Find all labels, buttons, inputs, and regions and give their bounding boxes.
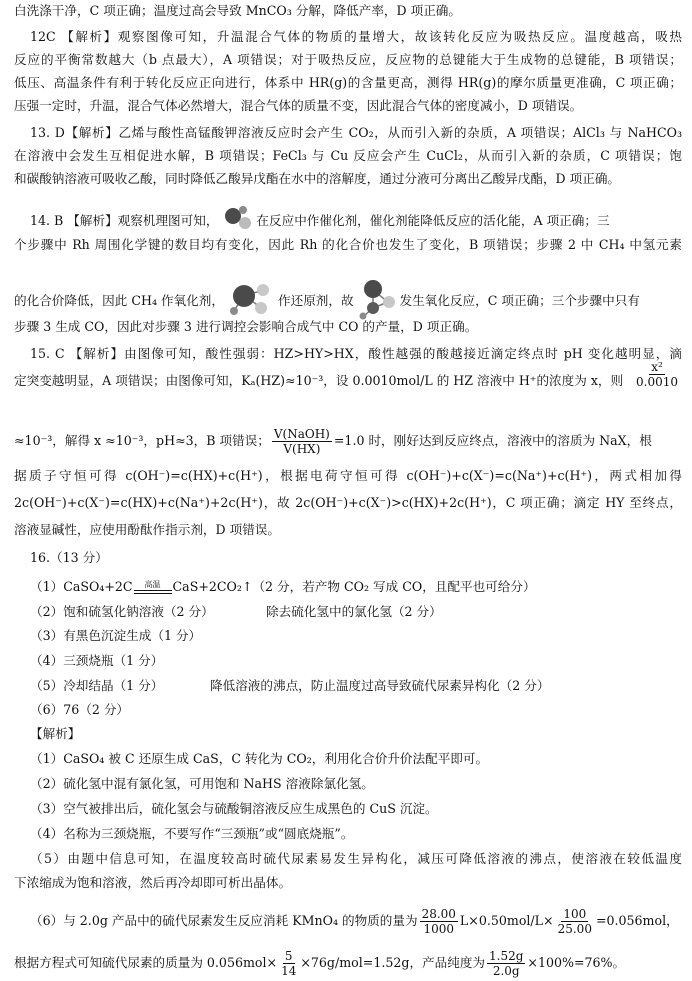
fraction: [272, 427, 332, 456]
fraction: [279, 949, 298, 978]
analysis-text: L×0.50mol/L×: [459, 913, 554, 928]
fraction-denominator: 2.0g: [492, 964, 520, 978]
analysis-line: （2）硫化氢中混有氯化氢，可用饱和 NaHS 溶液除氯化氢。: [30, 776, 374, 791]
q15-line: [14, 427, 682, 456]
answer-text: （5）冷却结晶（1 分）: [30, 678, 164, 693]
fraction-numerator: 5: [284, 949, 293, 963]
q16-heading: 16.（13 分）: [30, 550, 108, 565]
fraction-numerator: V(NaOH): [273, 427, 330, 441]
analysis-text: （6）与 2.0g 产品中的硫代尿素发生反应消耗 KMnO₄ 的物质的量为: [30, 913, 418, 928]
analysis-line: （1）CaSO₄ 被 C 还原生成 CaS，C 转化为 CO₂，利用化合价升价法配平即可。: [30, 751, 489, 766]
fraction-denominator: 14: [281, 964, 297, 978]
q14-line: 步骤 3 生成 CO，因此对步骤 3 进行调控会影响合成气中 CO 的产量，D 项正确。: [14, 319, 478, 334]
fraction-denominator: 0.0010: [636, 375, 678, 389]
q16-answer-1: [30, 578, 682, 596]
q15-line: 2c(OH⁻)+c(X⁻)=c(HX)+c(Na⁺)+2c(H⁺)，故 2c(OH⁻)+c(X⁻)>c(HX)+2c(H⁺)，C 项正确；滴定 HY 至终点，: [14, 495, 682, 510]
q14-text: 14. B 【解析】观察机理图可知，: [30, 213, 219, 228]
q15-line: 据质子守恒可得 c(OH⁻)=c(HX)+c(H⁺)，根据电荷守恒可得 c(OH⁻)+c(X⁻)=c(Na⁺)+c(H⁺)，两式相加得: [14, 468, 682, 483]
q12-line: 反应的平衡常数越大（b 点最大），A 项错误；对于吸热反应，反应物的总键能大于生成物的总键能，B 项错误；: [14, 52, 682, 67]
q15-text: 定突变越明显，A 项错误；由图像可知，Kₐ(HZ)≈10⁻³，设 0.0010mol/L 的 HZ 溶液中 H⁺的浓度为 x，则: [14, 373, 624, 388]
fraction-denominator: V(HX): [283, 442, 321, 456]
fraction-numerator: 28.00: [421, 907, 456, 921]
q12-line: 低压、高温条件有利于转化反应正向进行，体系中 HR(g)的含量更高，测得 HR(g)的摩尔质量更准确，C 项正确；: [14, 75, 682, 90]
q14-text: 在反应中作催化剂，催化剂能降低反应的活化能，A 项正确；三: [256, 213, 610, 228]
q14-line: [30, 205, 682, 238]
answer-text: （2）饱和硫氢化钠溶液（2 分）: [30, 604, 214, 619]
analysis-text: ×100%=76%。: [527, 955, 626, 970]
q12-line: 压强一定时，升温，混合气体必然增大，混合气体的质量不变，因此混合气体的密度减小，D 项错误。: [14, 98, 583, 113]
q14-line: 个步骤中 Rh 周围化学键的数目均有变化，因此 Rh 的化合价也发生了变化，B 项错误；步骤 2 中 CH₄ 中氢元素: [14, 237, 682, 252]
q16-answer-6: （6）76（2 分）: [30, 702, 130, 717]
analysis-line: [14, 949, 682, 978]
answer-text: CaS+2CO₂↑（2 分，若产物 CO₂ 写成 CO，且配平也可给分）: [172, 579, 536, 594]
text-line: 白洗涤干净，C 项正确；温度过高会导致 MnCO₃ 分解，降低产率，D 项正确。: [14, 3, 461, 18]
fraction-numerator: x²: [651, 360, 663, 374]
fraction-denominator: 25.00: [557, 922, 592, 936]
answer-text: （1）CaSO₄+2C: [30, 579, 133, 594]
rh-catalyst-molecule-icon: [220, 205, 254, 238]
fraction-numerator: 100: [563, 907, 587, 921]
analysis-label: 【解析】: [30, 726, 81, 741]
fraction-denominator: 1000: [423, 922, 455, 936]
q13-line: 和碳酸钠溶液可吸收乙酸，同时降低乙酸异戊酯在水中的溶解度，通过分液可分离出乙酸异戊酯，D 项正确。: [14, 171, 621, 186]
q16-answer-5: [30, 677, 682, 695]
answer-text: 除去硫化氢中的氯化氢（2 分）: [266, 604, 442, 619]
q12-line: 12C 【解析】观察图像可知，升温混合气体的物质的量增大，故该转化反应为吸热反应。温度越高，吸热: [30, 29, 682, 44]
analysis-text: ×76g/mol=1.52g，产品纯度为: [300, 955, 486, 970]
fraction: [556, 907, 594, 936]
q15-text: ≈10⁻³，解得 x ≈10⁻³，pH≈3，B 项错误；: [14, 433, 270, 448]
analysis-line: （5）由题中信息可知，在温度较高时硫代尿素易发生异构化，减压可降低溶液的沸点，使溶液在较低温度: [30, 851, 682, 866]
reaction-condition: 高温: [144, 580, 161, 589]
fraction: [420, 907, 458, 936]
q15-text: =1.0 时，刚好达到反应终点，溶液中的溶质为 NaX，根: [333, 433, 652, 448]
reaction-condition-arrow: [134, 581, 172, 594]
analysis-line: （4）名称为三颈烧瓶，不要写作“三颈瓶”或“圆底烧瓶”。: [30, 826, 354, 841]
answer-text: 降低溶液的沸点，防止温度过高导致硫代尿素异构化（2 分）: [210, 678, 550, 693]
q14-text: 的化合价降低，因此 CH₄ 作氧化剂，: [14, 293, 224, 308]
rh-complex-molecule-icon: [226, 281, 276, 322]
fraction: [487, 949, 525, 978]
q16-answer-2: [30, 603, 682, 621]
analysis-line: （3）空气被排出后，硫化氢会与硫酸铜溶液反应生成黑色的 CuS 沉淀。: [30, 801, 438, 816]
q15-line: 15. C 【解析】由图像可知，酸性强弱：HZ>HY>HX，酸性越强的酸越接近滴定终点时 pH 变化越明显，滴: [30, 346, 682, 361]
q13-line: 13. D【解析】乙烯与酸性高锰酸钾溶液反应时会产生 CO₂，从而引入新的杂质，A 项错误；AlCl₃ 与 NaHCO₃: [30, 125, 682, 140]
q16-answer-3: （3）有黑色沉淀生成（1 分）: [30, 628, 202, 643]
analysis-line: [30, 907, 682, 936]
q13-line: 在溶液中会发生互相促进水解，B 项错误；FeCl₃ 与 Cu 反应会产生 CuCl₂，从而引入新的杂质，C 项错误；饱: [14, 148, 682, 163]
q14-text: 发生氧化反应，C 项正确；三个步骤中只有: [399, 293, 640, 308]
analysis-line: 下浓缩成为饱和溶液，然后再冷却即可析出晶体。: [14, 875, 292, 890]
q15-line: [14, 360, 682, 390]
analysis-text: =0.056mol，: [595, 913, 679, 928]
fraction: [634, 360, 680, 389]
q15-line: 溶液显碱性，应使用酚酞作指示剂，D 项错误。: [14, 522, 280, 537]
q16-answer-4: （4）三颈烧瓶（1 分）: [30, 653, 164, 668]
analysis-text: 根据方程式可知硫代尿素的质量为 0.056mol×: [14, 955, 278, 970]
q14-text: 作还原剂，故: [278, 293, 354, 308]
fraction-numerator: 1.52g: [489, 949, 524, 963]
